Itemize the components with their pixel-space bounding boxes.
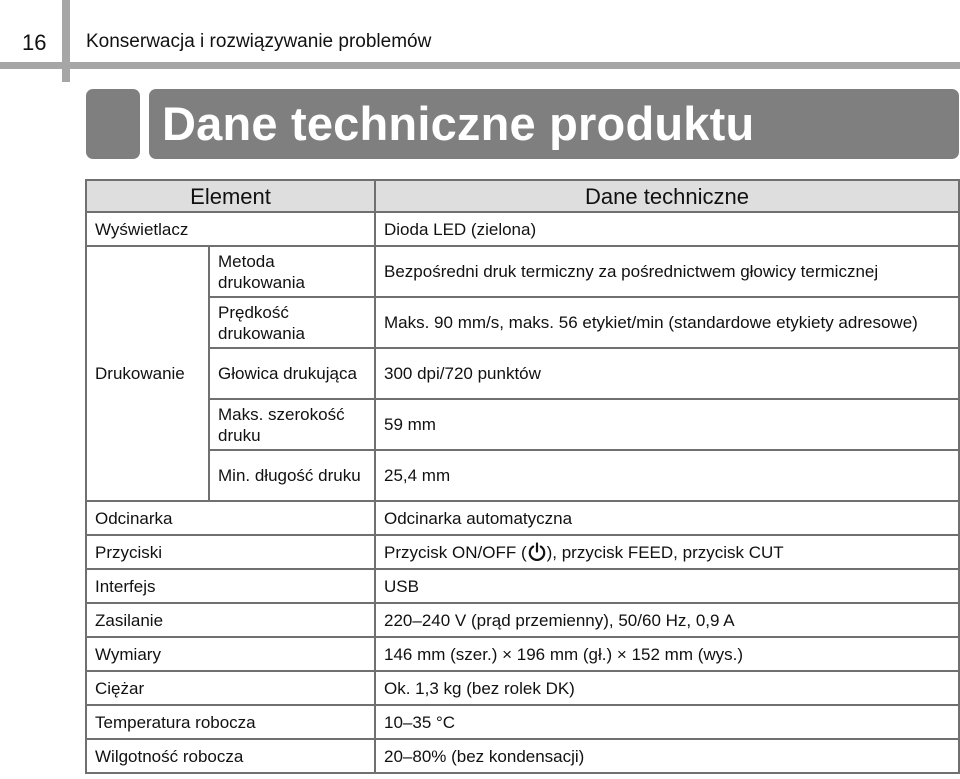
sub-label-max-width: Maks. szerokość druku [209,399,375,450]
row-value-interface: USB [375,569,959,603]
row-label-dimensions: Wymiary [86,637,375,671]
row-label-humidity: Wilgotność robocza [86,739,375,773]
row-label-power: Zasilanie [86,603,375,637]
page-number: 16 [22,30,47,55]
buttons-prefix: Przycisk ON/OFF ( [384,542,527,562]
row-value-weight: Ok. 1,3 kg (bez rolek DK) [375,671,959,705]
row-value-cutter: Odcinarka automatyczna [375,501,959,535]
page-title: Dane techniczne produktu [162,97,755,150]
row-label-display: Wyświetlacz [86,212,375,246]
sub-value-max-width: 59 mm [375,399,959,450]
table-row [86,501,959,535]
table-row [86,297,959,348]
row-label-cutter: Odcinarka [86,501,375,535]
row-label-temperature: Temperatura robocza [86,705,375,739]
row-value-buttons [375,535,959,569]
specs-table [85,179,960,774]
row-value-display: Dioda LED (zielona) [375,212,959,246]
header-divider-vertical [62,0,70,82]
table-row [86,569,959,603]
table-row [86,246,959,297]
title-tab-decoration [86,89,140,159]
row-value-temperature: 10–35 °C [375,705,959,739]
table-row [86,671,959,705]
sub-value-print-head: 300 dpi/720 punktów [375,348,959,399]
table-row [86,705,959,739]
sub-label-print-method: Metoda drukowania [209,246,375,297]
times-sign: × [616,644,627,664]
dimension-width: 146 mm (szer.) [384,644,498,664]
row-label-buttons: Przyciski [86,535,375,569]
table-row [86,739,959,773]
dimension-height: 152 mm (wys.) [631,644,744,664]
section-title: Konserwacja i rozwiązywanie problemów [86,31,432,52]
sub-label-print-head: Głowica drukująca [209,348,375,399]
row-value-humidity: 20–80% (bez kondensacji) [375,739,959,773]
row-label-weight: Ciężar [86,671,375,705]
times-sign: × [502,644,513,664]
sub-value-print-method: Bezpośredni druk termiczny za pośrednictwem głowicy termicznej [375,246,959,297]
sub-value-print-speed: Maks. 90 mm/s, maks. 56 etykiet/min (standardowe etykiety adresowe) [375,297,959,348]
table-row [86,212,959,246]
column-header-spec: Dane techniczne [375,180,959,212]
table-header-row [86,180,959,212]
row-label-printing: Drukowanie [86,246,209,501]
row-value-power: 220–240 V (prąd przemienny), 50/60 Hz, 0,9 A [375,603,959,637]
table-row [86,450,959,501]
table-row [86,535,959,569]
table-row [86,399,959,450]
sub-label-print-speed: Prędkość drukowania [209,297,375,348]
column-header-element: Element [86,180,375,212]
table-row [86,348,959,399]
table-row [86,603,959,637]
header-divider-horizontal [0,62,960,69]
dimension-depth: 196 mm (gł.) [516,644,613,664]
sub-value-min-length: 25,4 mm [375,450,959,501]
row-label-interface: Interfejs [86,569,375,603]
row-value-dimensions [375,637,959,671]
power-icon [527,542,547,562]
table-row [86,637,959,671]
buttons-suffix: ), przycisk FEED, przycisk CUT [546,542,784,562]
sub-label-min-length: Min. długość druku [209,450,375,501]
